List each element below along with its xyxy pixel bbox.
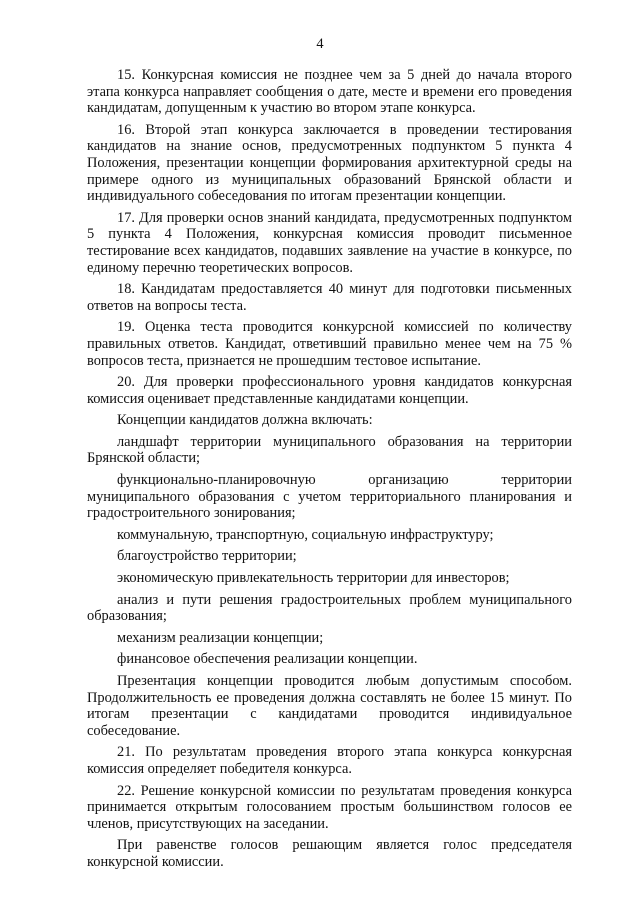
document-body [87, 67, 572, 871]
concept-item-finance: финансовое обеспечения реализации концепции. [117, 651, 418, 668]
tie-vote-paragraph: При равенстве голосов решающим является голос председателя конкурсной комиссии. [87, 837, 572, 870]
concept-item-infrastructure: коммунальную, транспортную, социальную инфраструктуру; [117, 526, 494, 543]
paragraph-21: 21. По результатам проведения второго этапа конкурса конкурсная комиссия определяет победителя конкурса. [87, 744, 572, 777]
concept-item-analysis: анализ и пути решения градостроительных проблем муниципального образования; [87, 591, 572, 625]
paragraph-16: 16. Второй этап конкурса заключается в проведении тестирования кандидатов на знание основ, предусмотренных подпунктом 5 пункта 4 Положения, презентации концепции формирования архитектурной среды на примере одного из муниципальных образований Брянской области и индивидуального собеседования по итогам презентации концепции. [87, 121, 572, 205]
concept-item-mechanism: механизм реализации концепции; [117, 629, 324, 646]
concept-item-planning: функционально-планировочную организацию территории муниципального образования с учетом территориального планирования и градостроительного зонирования; [87, 472, 572, 522]
paragraph-17: 17. Для проверки основ знаний кандидата, предусмотренных подпунктом 5 пункта 4 Положения, конкурсная комиссия проводит письменное тестирование всех кандидатов, подавших заявление на участие в конкурсе, по единому перечню теоретических вопросов. [87, 209, 572, 276]
paragraph-22: 22. Решение конкурсной комиссии по результатам проведения конкурса принимается открытым голосованием простым большинством голосов ее членов, присутствующих на заседании. [87, 782, 572, 832]
paragraph-19: 19. Оценка теста проводится конкурсной комиссией по количеству правильных ответов. Кандидат, ответивший правильно менее чем на 75 % вопросов теста, признается не прошедшим тестовое испытание. [87, 319, 572, 369]
presentation-paragraph: Презентация концепции проводится любым допустимым способом. Продолжительность ее проведения должна составлять не более 15 минут. По итогам презентации с кандидатами проводится индивидуальное собеседование. [87, 673, 572, 739]
concept-item-landscape: ландшафт территории муниципального образования на территории Брянской области; [87, 433, 572, 467]
concept-item-economics: экономическую привлекательность территории для инвесторов; [117, 570, 510, 587]
paragraph-18: 18. Кандидатам предоставляется 40 минут для подготовки письменных ответов на вопросы теста. [87, 281, 572, 314]
concept-intro: Концепции кандидатов должна включать: [117, 412, 373, 429]
paragraph-20: 20. Для проверки профессионального уровня кандидатов конкурсная комиссия оценивает представленные кандидатами концепции. [87, 374, 572, 407]
paragraph-15: 15. Конкурсная комиссия не позднее чем за 5 дней до начала второго этапа конкурса направляет сообщения о дате, месте и времени его проведения кандидатам, допущенным к участию во втором этапе конкурса. [87, 67, 572, 117]
page-number: 4 [316, 36, 324, 52]
concept-item-improvement: благоустройство территории; [117, 548, 297, 565]
